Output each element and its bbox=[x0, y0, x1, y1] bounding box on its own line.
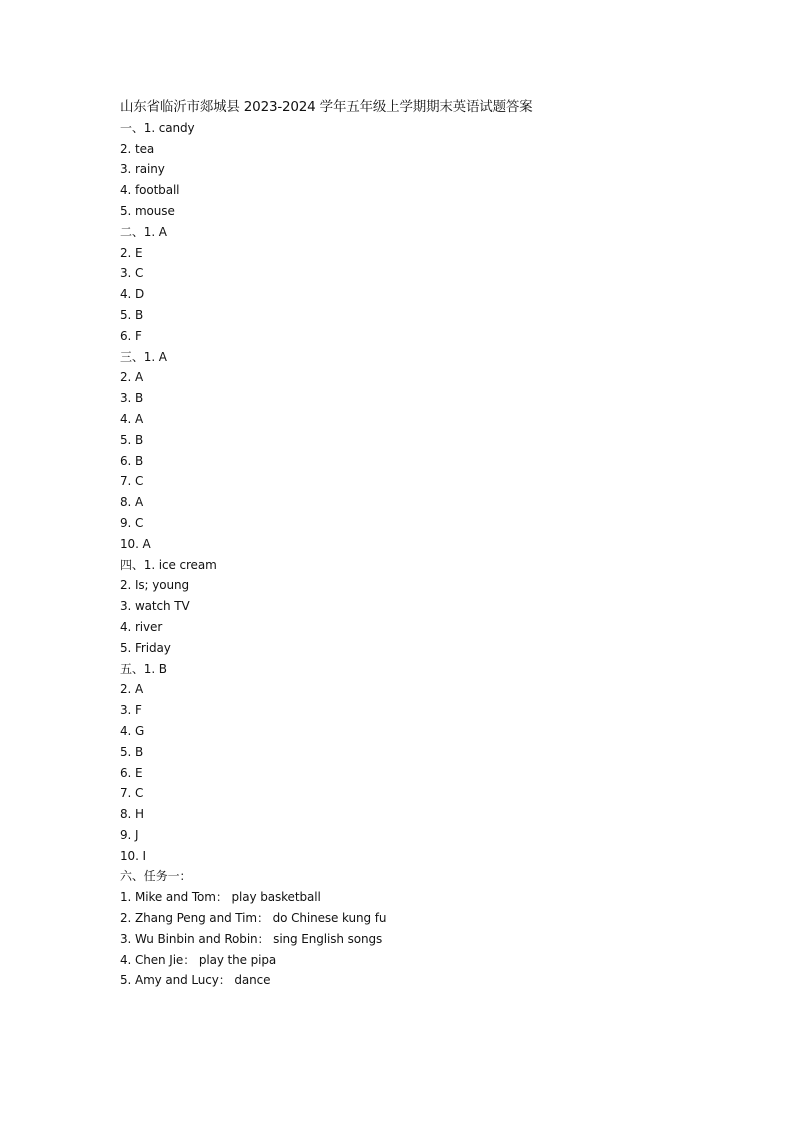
answer-line: 5. Amy and Lucy： dance bbox=[120, 973, 271, 988]
answer-line: 3. watch TV bbox=[120, 599, 190, 614]
answer-line: 3. rainy bbox=[120, 162, 165, 177]
answer-line: 2. E bbox=[120, 245, 143, 260]
answer-line: 7. C bbox=[120, 786, 144, 801]
answer-line: 5. Friday bbox=[120, 640, 171, 655]
answer-line: 4. D bbox=[120, 287, 145, 302]
answer-line: 3. F bbox=[120, 703, 142, 718]
answer-line: 5. mouse bbox=[120, 203, 175, 218]
answer-line: 一、1. candy bbox=[120, 120, 195, 135]
answer-line: 2. Zhang Peng and Tim： do Chinese kung fu bbox=[120, 911, 387, 926]
answer-line: 2. A bbox=[120, 682, 144, 697]
answer-line: 2. tea bbox=[120, 141, 155, 156]
answer-line: 6. E bbox=[120, 765, 143, 780]
answer-line: 9. J bbox=[120, 827, 139, 842]
answer-line: 5. B bbox=[120, 744, 144, 759]
answer-line: 五、1. B bbox=[120, 661, 167, 676]
answer-line: 2. A bbox=[120, 370, 144, 385]
answer-line: 7. C bbox=[120, 474, 144, 489]
answer-line: 8. A bbox=[120, 495, 144, 510]
answer-line: 4. Chen Jie： play the pipa bbox=[120, 952, 277, 967]
answer-line: 10. A bbox=[120, 536, 151, 551]
answer-line: 3. B bbox=[120, 391, 144, 406]
answer-line: 6. F bbox=[120, 328, 142, 343]
answer-line: 6. B bbox=[120, 453, 144, 468]
answer-line: 3. Wu Binbin and Robin： sing English songs bbox=[120, 931, 383, 946]
answer-line: 3. C bbox=[120, 266, 144, 281]
answer-line: 三、1. A bbox=[120, 349, 167, 364]
answer-line: 4. football bbox=[120, 183, 180, 198]
answer-line: 四、1. ice cream bbox=[120, 557, 217, 572]
answer-list bbox=[120, 118, 760, 991]
answer-line: 4. A bbox=[120, 411, 144, 426]
answer-line: 六、任务一： bbox=[120, 869, 192, 884]
document-title: 山东省临沂市郯城县 2023-2024 学年五年级上学期期末英语试题答案 bbox=[120, 99, 533, 115]
answer-line: 5. B bbox=[120, 307, 144, 322]
answer-line: 1. Mike and Tom： play basketball bbox=[120, 890, 321, 905]
answer-sheet-page bbox=[120, 97, 760, 991]
answer-line: 9. C bbox=[120, 515, 144, 530]
answer-line: 二、1. A bbox=[120, 224, 167, 239]
answer-line: 4. river bbox=[120, 619, 163, 634]
answer-line: 2. Is; young bbox=[120, 578, 189, 593]
answer-line: 4. G bbox=[120, 723, 145, 738]
answer-line: 8. H bbox=[120, 807, 144, 822]
answer-line: 5. B bbox=[120, 432, 144, 447]
answer-line: 10. I bbox=[120, 848, 146, 863]
